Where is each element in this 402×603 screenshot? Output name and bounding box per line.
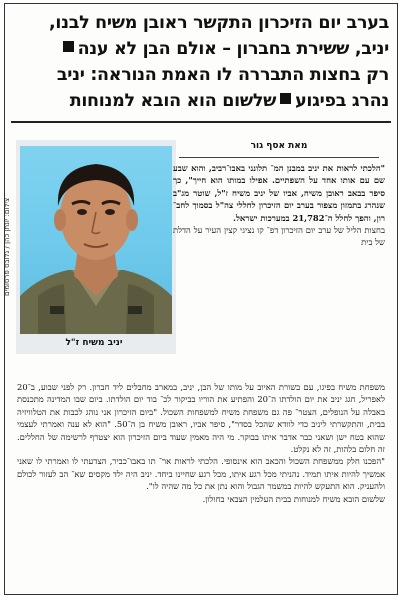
- lead-paragraph: "הלכתי לראות את יניב במבנן המ־ תלונני באבו־רביב, והוא שבע שם עם אותו אחד על השפתיים. אפילו במותו הוא חייך", כך סיפר בבאב ראובן משיח, אביו של יניב משיח ז"ל, שוטר מג"ב שנהרג בתמזון מצפור בערב יום הזיכרון לחללי צה"ל בסמוך לחב־ רון, והפך לחלל ה־21,782 במערכות ישראל.: [173, 163, 385, 223]
- photo-frame: [16, 140, 176, 354]
- body-paragraph-1: משפחת משיח בפיגו, עם בשורת האיוב על מותו של הבן, יניב, במארב מחבלים ליד חברון. רק לפני שבוע, ב־20 לאפריל, חגג יניב את יום הולדתו ה־20 והפתיע את הוריו בביקור לכ־ בוד יום הולדתו. ביום שבו המדינה מתכנסת באבלה על הנופלים, הצטר־ פה גם משפחת משיח למשפחות השכול. "ביום הזיכרון אני נוהג לכבות את הטלוויזיה בבית, והתקשרתי ליניב כדי לוודא שהכל בסדר", סיפר אביו, ראובן משיח בן ה־50. "הוא לא ענה ואמרתי לעצמי שהוא בטח ישן ושאני כבר אדבר איתו בבוקר. מי היה מאמין שעוד ביום הזיכרון הוא יצטרף לרשימה של החללים. זה חלום בלהות, זה לא נקלט.: [17, 382, 385, 455]
- headline-line-2: יניב, ששירת בחברון – אולם הבן לא ענה: [13, 36, 389, 62]
- headline: [5, 4, 397, 120]
- portrait-illustration: [20, 146, 172, 334]
- headline-line-1: בערב יום הזיכרון התקשר ראובן משיח לבנו,: [49, 13, 389, 33]
- photo-credit: צילום: יונתן כהן / גלובס פרסומים: [3, 197, 11, 297]
- portrait-photo: [20, 146, 172, 334]
- byline: מאת אסף גור: [173, 140, 385, 158]
- headline-line-3: רק בחצות התבררה לו האמת הנוראה: יניב: [56, 65, 389, 85]
- square-bullet-icon: [280, 93, 291, 104]
- article-body: [17, 381, 385, 505]
- headline-divider: [11, 121, 391, 123]
- square-bullet-icon: [63, 41, 74, 52]
- newspaper-article: [4, 3, 398, 595]
- photo-caption: יניב משיח ז"ל: [65, 338, 123, 348]
- article-column: [173, 162, 385, 249]
- headline-line-4: נהרג בפיגועשלשום הוא הובא למנוחות: [69, 91, 389, 111]
- column-paragraph: בחצות הליל של ערב יום הזיכרון דפ־ קו נציגי קצין העיר על הדלת של בית: [173, 225, 385, 248]
- body-paragraph-3: שלשום הובא משיח למנוחות בבית העלמין הצבאי בחולון.: [202, 493, 385, 504]
- body-paragraph-2: "הפכנו חלק ממשפחת השכול והכאב הוא אינסופי. הלכתי לראות אר־ תו באבו־כביר, הצדעתי לו ואמרתי לו שאני אמשיך להיות איתו תמיד. נהניתי מכל רגע איתו, מכל רגע שחיינו ביחד. יניב היה ילד מקסים שא־ הב לעזור לכולם ולהעניק. הוא התעקש להיות במשמר הגבול והוא נתן את כל מה שהיה לו".: [17, 456, 385, 492]
